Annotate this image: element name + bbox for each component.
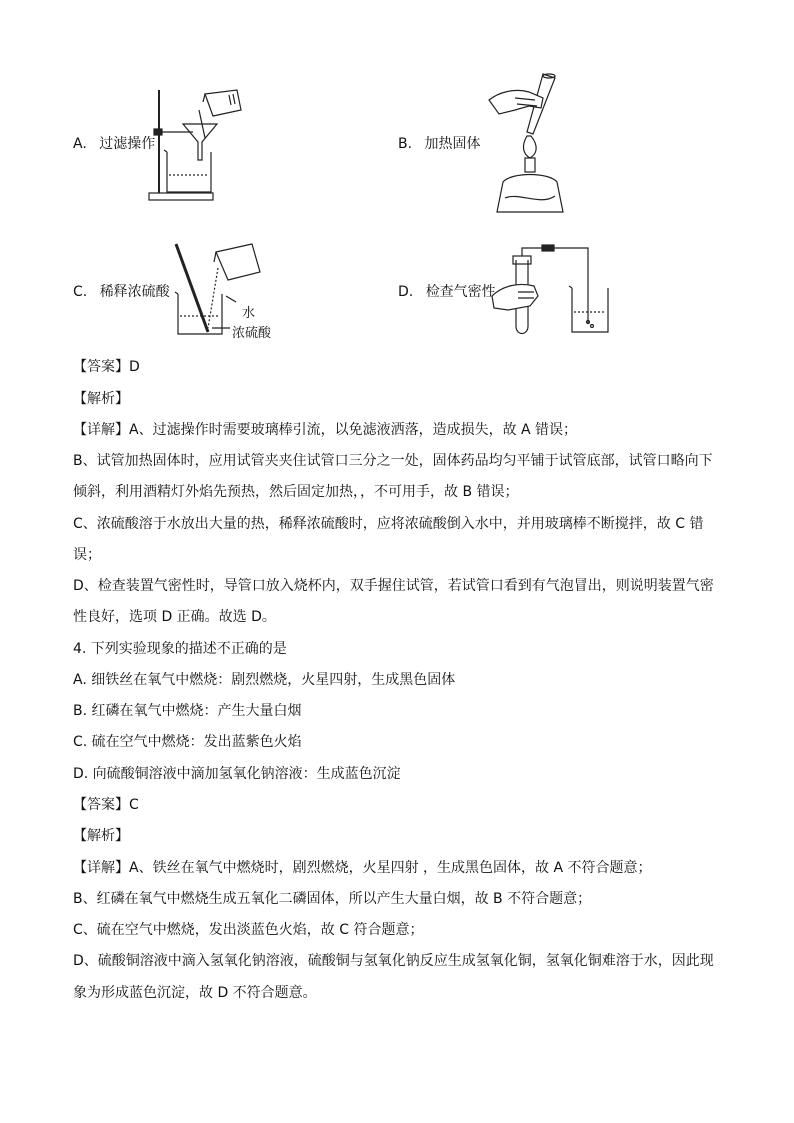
q4-analysis-title: 【解析】 xyxy=(73,828,129,844)
q3-analysis-title: 【解析】 xyxy=(73,391,129,407)
airtightness-check-illustration xyxy=(488,240,613,340)
q3-answer: 【答案】D xyxy=(73,359,140,375)
option-b-letter: B. xyxy=(398,136,413,152)
q4-detail-line: C、硫在空气中燃烧，发出淡蓝色火焰，故 C 符合题意； xyxy=(73,922,424,938)
q3-detail-line: 【详解】A、过滤操作时需要玻璃棒引流，以免滤液洒落，造成损失，故 A 错误； xyxy=(73,422,578,438)
option-d-text: 检查气密性 xyxy=(425,284,496,300)
option-c-text: 稀释浓硫酸 xyxy=(99,284,170,300)
q4-detail-line: 象为形成蓝色沉淀，故 D 不符合题意。 xyxy=(73,985,317,1001)
filtration-apparatus-illustration xyxy=(145,80,255,205)
q4-detail-line: 【详解】A、铁丝在氧气中燃烧时，剧烈燃烧，火星四射 ，生成黑色固体，故 A 不符合题意； xyxy=(73,860,652,876)
label-water: 水 xyxy=(242,306,256,321)
label-concentrated-acid: 浓硫酸 xyxy=(232,326,272,341)
q3-detail-line: 倾斜，利用酒精灯外焰先预热，然后固定加热，，不可用手，故 B 错误； xyxy=(73,484,519,500)
option-c-letter: C. xyxy=(73,284,88,300)
q4-detail-line: D、硫酸铜溶液中滴入氢氧化钠溶液，硫酸铜与氢氧化钠反应生成氢氧化铜，氢氧化铜难溶于水，因此现 xyxy=(73,953,714,969)
option-d-letter: D. xyxy=(398,284,414,300)
q4-option-b: B. 红磷在氧气中燃烧：产生大量白烟 xyxy=(73,703,302,719)
q4-stem: 4. 下列实验现象的描述不正确的是 xyxy=(73,641,287,657)
q3-detail-line: D、检查装置气密性时，导管口放入烧杯内，双手握住试管，若试管口看到有气泡冒出，则说明装置气密 xyxy=(73,578,714,594)
option-c xyxy=(73,283,170,301)
q4-option-c: C. 硫在空气中燃烧：发出蓝紫色火焰 xyxy=(73,734,302,750)
option-a-letter: A. xyxy=(73,136,87,152)
option-b-text: 加热固体 xyxy=(424,136,481,152)
q3-detail-line: 误； xyxy=(73,547,101,563)
option-a-text: 过滤操作 xyxy=(99,136,156,152)
q3-detail-line: 性良好，选项 D 正确。故选 D。 xyxy=(73,609,276,625)
option-a xyxy=(73,135,155,153)
option-b xyxy=(398,135,481,153)
q4-detail-line: B、红磷在氧气中燃烧生成五氧化二磷固体，所以产生大量白烟，故 B 不符合题意； xyxy=(73,891,592,907)
heating-solid-illustration xyxy=(485,70,575,215)
q4-option-a: A. 细铁丝在氧气中燃烧：剧烈燃烧，火星四射，生成黑色固体 xyxy=(73,672,456,688)
q4-option-d: D. 向硫酸铜溶液中滴加氢氧化钠溶液：生成蓝色沉淀 xyxy=(73,766,401,782)
q3-detail-line: C、浓硫酸溶于水放出大量的热，稀释浓硫酸时，应将浓硫酸倒入水中，并用玻璃棒不断搅拌，故 C 错 xyxy=(73,516,704,532)
q4-answer: 【答案】C xyxy=(73,797,139,813)
option-d xyxy=(398,283,496,301)
q3-detail-line: B、试管加热固体时，应用试管夹夹住试管口三分之一处，固体药品均匀平铺于试管底部，试管口略向下 xyxy=(73,453,713,469)
